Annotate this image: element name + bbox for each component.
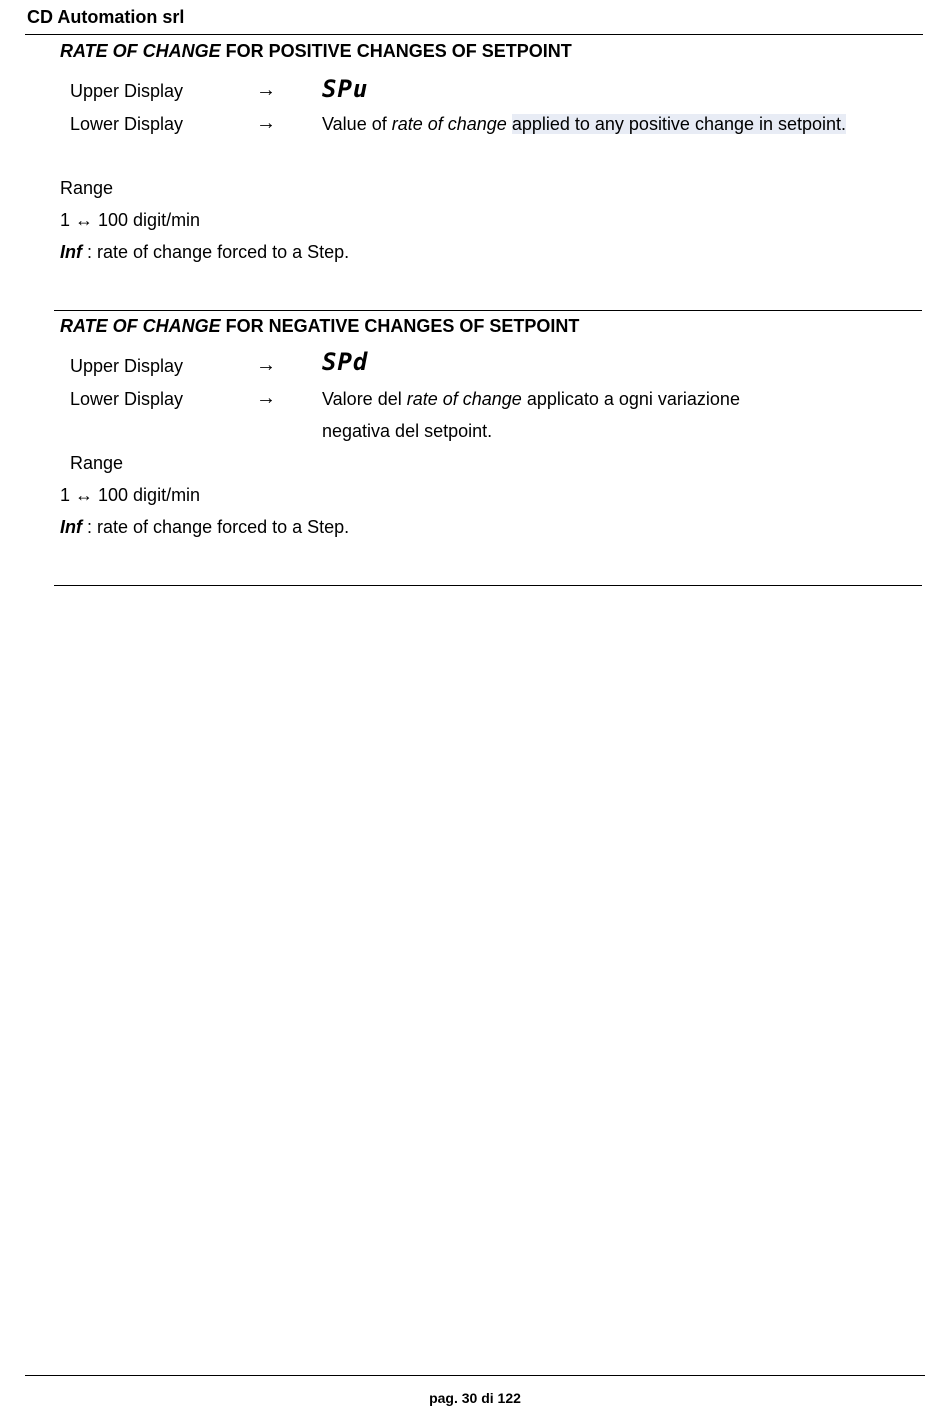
range-value: 1 ↔ 100 digit/min — [60, 485, 201, 505]
desc-highlight: applied to any positive change in setpoint. — [511, 114, 847, 134]
inf-text: : rate of change forced to a Step. — [82, 517, 350, 537]
section-divider — [54, 585, 922, 586]
arrow-icon: → — [256, 112, 276, 134]
range-label: Range — [70, 453, 124, 473]
lower-display-description — [322, 114, 846, 135]
arrow-icon: → — [256, 354, 276, 376]
section-divider — [54, 310, 922, 311]
desc-italic: rate of change — [406, 389, 522, 409]
upper-display-label: Upper Display — [70, 356, 184, 376]
arrow-icon: → — [256, 79, 276, 101]
section-title-rest: FOR NEGATIVE CHANGES OF SETPOINT — [220, 316, 580, 336]
upper-display-label: Upper Display — [70, 81, 184, 101]
section-title-positive — [60, 41, 572, 62]
inf-text: : rate of change forced to a Step. — [82, 242, 350, 262]
desc-italic: rate of change — [391, 114, 507, 134]
range-label: Range — [60, 178, 114, 198]
inf-label: Inf — [60, 242, 82, 262]
desc-text: Value of — [322, 114, 392, 134]
page-number: pag. 30 di 122 — [429, 1390, 521, 1406]
upper-display-code: SPd — [322, 348, 369, 376]
lower-display-label: Lower Display — [70, 389, 184, 409]
lower-display-description-line2: negativa del setpoint. — [322, 421, 493, 441]
section-title-italic: RATE OF CHANGE — [60, 41, 221, 61]
desc-text-rest: applicato a ogni variazione — [521, 389, 740, 409]
lower-display-label: Lower Display — [70, 114, 184, 134]
inf-note — [60, 517, 349, 538]
lower-display-description — [322, 389, 740, 410]
arrow-icon: → — [256, 387, 276, 409]
section-title-italic: RATE OF CHANGE — [60, 316, 221, 336]
inf-note — [60, 242, 349, 263]
section-title-negative — [60, 316, 579, 337]
company-name: CD Automation srl — [27, 7, 185, 27]
upper-display-code: SPu — [322, 75, 369, 103]
section-title-rest: FOR POSITIVE CHANGES OF SETPOINT — [220, 41, 572, 61]
range-value: 1 ↔ 100 digit/min — [60, 210, 201, 230]
desc-text: Valore del — [322, 389, 407, 409]
header-rule — [25, 34, 923, 35]
inf-label: Inf — [60, 517, 82, 537]
footer-rule — [25, 1375, 925, 1376]
